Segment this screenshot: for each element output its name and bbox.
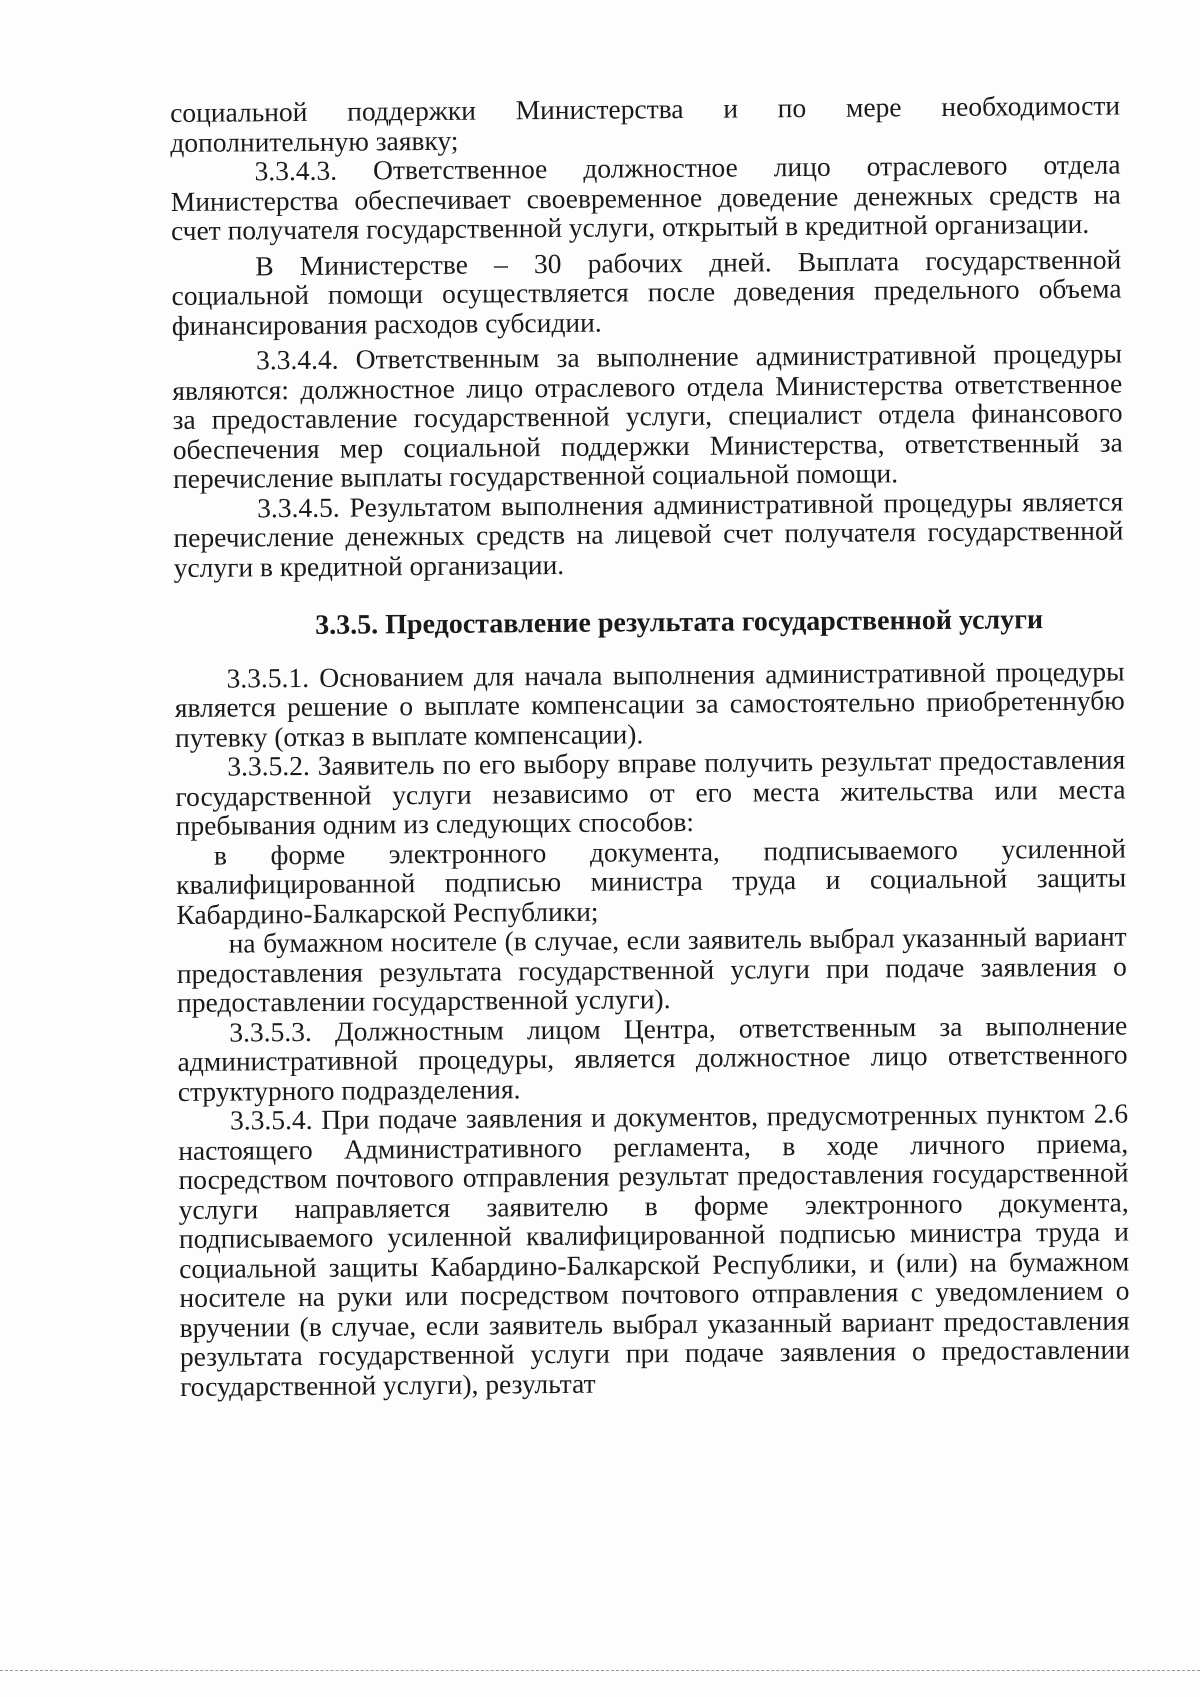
paragraph-3-3-4-3: 3.3.4.3. Ответственное должностное лицо отраслевого отдела Министерства обеспечивает своевременное доведение денежных средств на счет получателя государственной услуги, открытый в кредитной организации.: [170, 148, 1121, 246]
paragraph-3-3-5-2: 3.3.5.2. Заявитель по его выбору вправе получить результат предоставления государственной услуги независимо от его места жительства или места пребывания одним из следующих способов:: [175, 743, 1126, 841]
paragraph-paper-option: на бумажном носителе (в случае, если заявитель выбрал указанный вариант предоставления результата государственной услуги при подаче заявления о предоставлении государственной услуги).: [176, 920, 1127, 1018]
paragraph-3-3-4-5: 3.3.4.5. Результатом выполнения административной процедуры является перечисление денежных средств на лицевой счет получателя государственной услуги в кредитной организации.: [173, 485, 1124, 583]
paragraph-ministry-deadline: В Министерстве – 30 рабочих дней. Выплата государственной социальной помощи осуществляется после доведения предельного объема финансирования расходов субсидии.: [171, 243, 1122, 341]
document-body: [170, 91, 1130, 1401]
paragraph-electronic-option: в форме электронного документа, подписываемого усиленной квалифицированной подписью министра труда и социальной защиты Кабардино-Балкарской Республики;: [176, 832, 1127, 930]
paragraph-3-3-4-4: 3.3.4.4. Ответственным за выполнение административной процедуры являются: должностное лицо отраслевого отдела Министерства ответственное за предоставление государственной услуги, специалист отдела финансового обеспечения мер социальной поддержки Министерства, ответственный за перечисление выплаты государственной социальной помощи.: [172, 337, 1123, 494]
paragraph-3-3-5-1: 3.3.5.1. Основанием для начала выполнения административной процедуры является решение о выплате компенсации за самостоятельно приобретеннубю путевку (отказ в выплате компенсации).: [174, 655, 1125, 753]
paragraph-continuation: социальной поддержки Министерства и по мере необходимости дополнительную заявку;: [169, 89, 1121, 158]
section-heading: 3.3.5. Предоставление результата государственной услуги: [315, 604, 1044, 641]
paragraph-3-3-5-3: 3.3.5.3. Должностным лицом Центра, ответственным за выполнение административной процедуры, является должностное лицо ответственного структурного подразделения.: [177, 1009, 1128, 1107]
paragraph-3-3-5-4: 3.3.5.4. При подаче заявления и документов, предусмотренных пунктом 2.6 настоящего Административного регламента, в ходе личного приема, посредством почтового отправления результат предоставления государственной услуги направляется заявителю в форме электронного документа, подписываемого усиленной квалифицированной подписью министра труда и социальной защиты Кабардино-Балкарской Республики, и (или) на бумажном носителе на руки или посредством почтового отправления с уведомлением о вручении (в случае, если заявитель выбрал указанный вариант предоставления результата государственной услуги при подаче заявления о предоставлении государственной услуги), результат: [178, 1097, 1130, 1402]
scan-edge-line: [0, 1670, 1200, 1671]
